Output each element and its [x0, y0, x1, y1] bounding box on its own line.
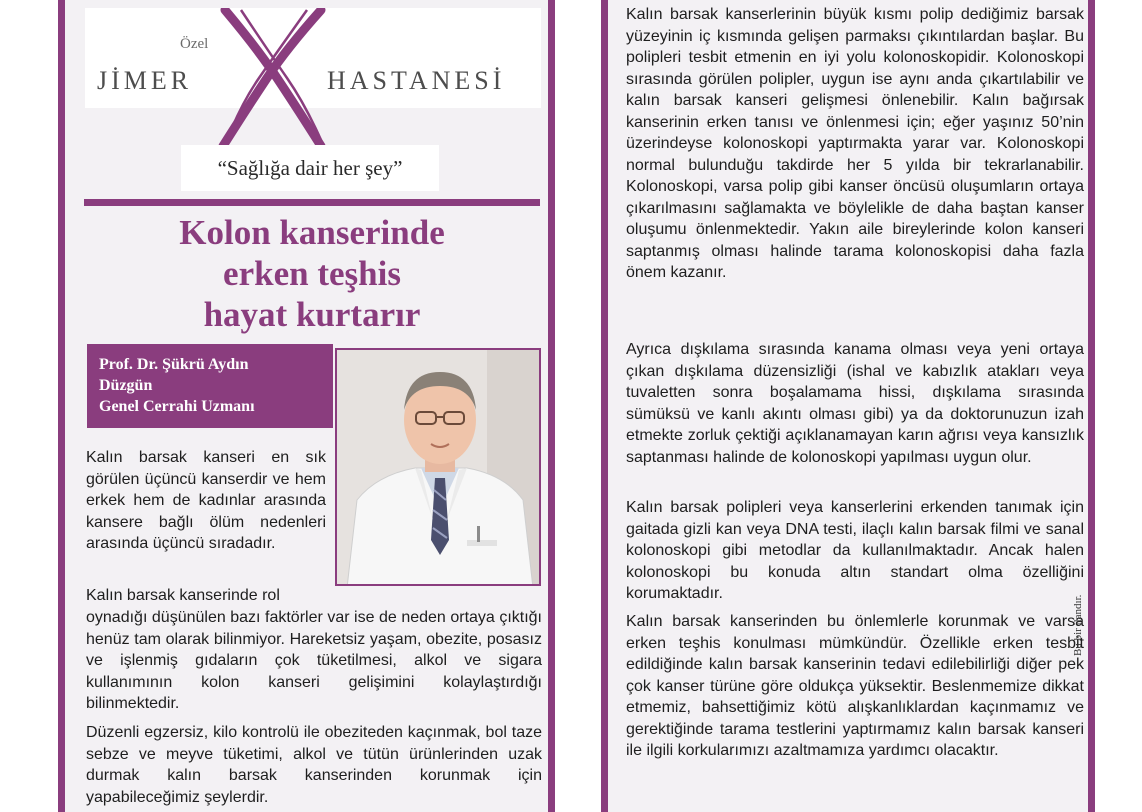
logo-jimer-text: JİMER [97, 66, 193, 95]
left-column [58, 0, 555, 812]
article-headline [84, 212, 540, 335]
logo-x-mark [217, 8, 327, 148]
author-photo [335, 348, 541, 586]
author-title: Genel Cerrahi Uzmanı [99, 398, 255, 415]
logo-ozel-text: Özel [180, 36, 209, 52]
left-paragraph-2-rest: oynadığı düşünülen bazı faktörler var ise de neden ortaya çıktığı henüz tam olarak bilinmiyor. Hareketsiz yaşam, obezite, posasız ve işlenmiş gıdaların çok tüketilmesi, alkol ve sigara kullanımının kolon kanseri gelişimini kolaylaştırdığı bilinmektedir. [86, 609, 542, 712]
headline-line-2: erken teşhis [223, 254, 401, 293]
headline-line-1: Kolon kanserinde [179, 213, 445, 252]
right-paragraph-4: Kalın barsak kanserinden bu önlemlerle korunmak ve varsa erken teşhis konulması mümkündür. Özellikle erken tesbit edildiğinde kalın barsak kanserinin tedavi edilebilirliği diğer pek çok kanser türüne göre oldukça yüksektir. Beslenmemize dikkat etmemiz, bahsettiğimiz kötü alışkanlıklardan kaçınmamız ve gerektiğinde tarama testlerini yaptırmamız kalın barsak kanseri ile ilgili korkularımızı azaltmamıza yardımcı olacaktır. [626, 613, 1084, 759]
right-paragraph-2: Ayrıca dışkılama sırasında kanama olması veya yeni ortaya çıkan dışkılama düzensizliği (ishal ve kabızlık atakları veya tuvaletten sonra boşalamama hissi, dışkılama sırasında sümüksü ve kanlı akıntı olması gibi) ya da doktorunuzun izah etmekte zorluk çektiği açıklanamayan karın ağrısı veya kansızlık saptanması halinde de kolonoskopi yapılması uygun olur. [626, 341, 1084, 466]
author-name-line-1: Prof. Dr. Şükrü Aydın [99, 356, 249, 373]
slogan: “Sağlığa dair her şey” [181, 145, 439, 191]
doctor-portrait-image [337, 350, 541, 586]
left-paragraph-2-start: Kalın barsak kanserinde rol [86, 587, 280, 604]
left-paragraph-3: Düzenli egzersiz, kilo kontrolü ile obeziteden kaçınmak, bol taze sebze ve meyve tüketimi, alkol ve tütün ürünlerinden uzak durmak kalın barsak kanserinden korunmak için yapabileceğimiz şeylerdir. [86, 724, 542, 806]
author-box [87, 344, 333, 428]
logo-hastanesi-text: HASTANESİ [327, 66, 506, 95]
headline-divider [84, 199, 540, 206]
advertisement-notice: Bu bir ilandır. [1072, 594, 1084, 656]
right-column [601, 0, 1095, 812]
right-paragraph-3: Kalın barsak polipleri veya kanserlerini erkenden tanımak için gaitada gizli kan veya DNA testi, ilaçlı kalın barsak filmi ve sanal kolonoskopi gibi metodlar da kullanılmaktadır. Ancak halen kolonoskopi bu konuda altın standart olma özelliğini korumaktadır. [626, 499, 1084, 602]
author-name-line-2: Düzgün [99, 377, 153, 394]
hospital-logo [85, 8, 541, 108]
headline-line-3: hayat kurtarır [203, 295, 421, 334]
left-paragraph-1: Kalın barsak kanseri en sık görülen üçüncü kanserdir ve hem erkek hem de kadınlar arasında kansere bağlı ölüm nedenleri arasında üçüncü sıradadır. [86, 449, 326, 552]
right-paragraph-1: Kalın barsak kanserlerinin büyük kısmı polip dediğimiz barsak yüzeyinin iç kısmında gelişen parmaksı çıkıntılardan başlar. Bu polipleri tesbit etmenin en iyi yolu kolonoskopidir. Kolonoskopi sırasında görülen polipler, uygun ise aynı anda çıkartılabilir ve kalın barsak kanseri gelişmesi önlenebilir. Kalın bağırsak kanserinin erken tanısı ve önlenmesi için; eğer yaşınız 50’nin üzerindeyse kolonoskopi yaptırmakta yarar var. Kolonoskopi normal bulunduğu takdirde her 5 yılda bir tekrarlanabilir. Kolonoskopi, varsa polip gibi kanser öncüsü oluşumların ortaya çıkarılmasını sağlamakta ve böylelikle de daha baştan kanser oluşumu önlenmektedir. Yakın aile bireylerinde kolon kanseri saptanmış olması halinde tarama kolonoskopisi daha fazla önem kazanır. [626, 6, 1084, 281]
